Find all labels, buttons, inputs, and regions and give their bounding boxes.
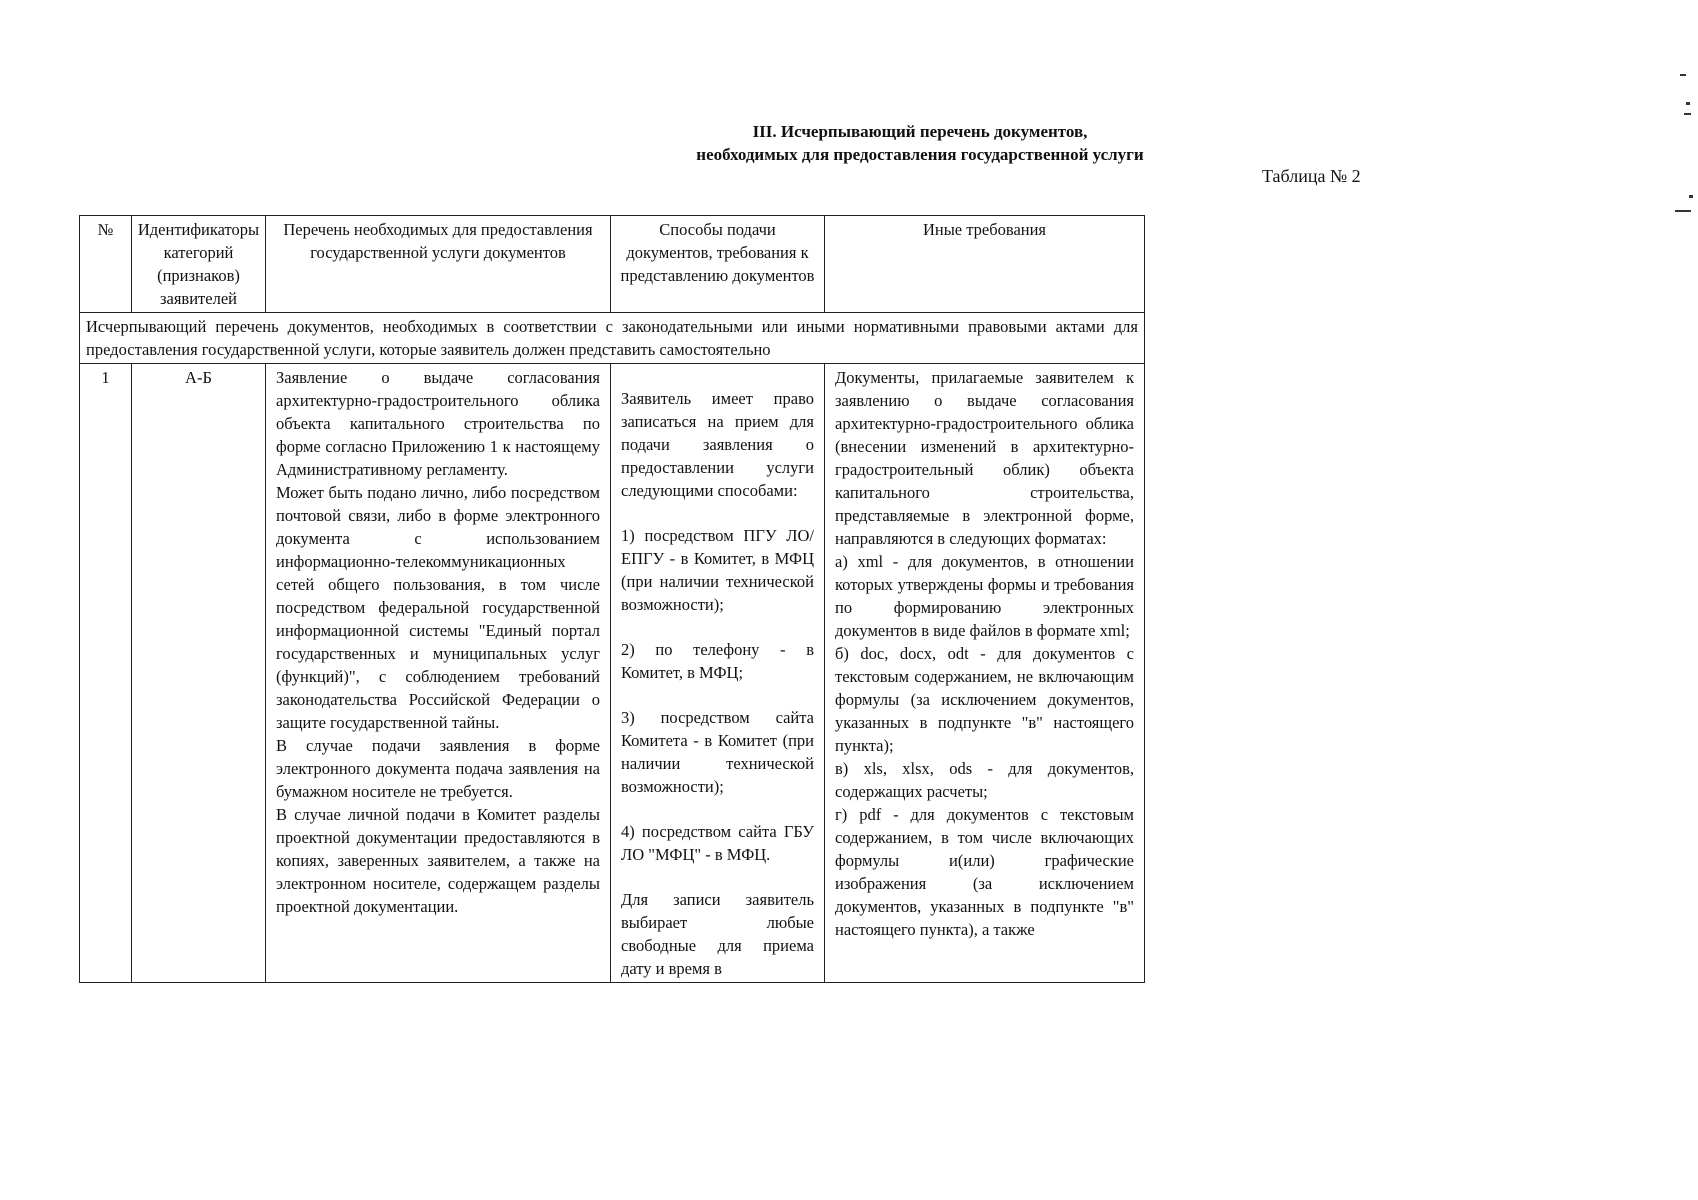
heading-line-1: III. Исчерпывающий перечень документов, (752, 122, 1088, 141)
section-title-row (80, 313, 1145, 364)
scan-artifact (1686, 102, 1690, 105)
header-identifiers: Идентификаторы категорий (признаков) заявителей (132, 216, 266, 313)
table-header-row (80, 216, 1145, 313)
documents-table (79, 215, 1145, 983)
table-number: Таблица № 2 (1262, 166, 1361, 186)
row-identifier: А-Б (132, 364, 266, 983)
documents-paragraph: В случае личной подачи в Комитет разделы проектной документации предоставляются в копиях, заверенных заявителем, а также на электронном носителе, содержащем разделы проектной документации. (276, 805, 600, 916)
scan-artifact (1689, 195, 1693, 198)
methods-paragraph: Заявитель имеет право записаться на прием для подачи заявления о предоставлении услуги следующими способами: (621, 389, 814, 500)
row-documents (266, 364, 611, 983)
table-row (80, 364, 1145, 983)
row-methods (611, 364, 825, 983)
row-requirements (825, 364, 1145, 983)
documents-paragraph: В случае подачи заявления в форме электронного документа подача заявления на бумажном носителе не требуется. (276, 736, 600, 801)
methods-paragraph: 1) посредством ПГУ ЛО/ЕПГУ - в Комитет, в МФЦ (при наличии технической возможности); (621, 526, 814, 614)
requirements-paragraph: г) pdf - для документов с текстовым содержанием, в том числе включающих формулы и(или) графические изображения (за исключением документов, указанных в подпункте "в" настоящего пункта), а также (835, 805, 1134, 939)
heading-line-2: необходимых для предоставления государственной услуги (696, 145, 1144, 164)
requirements-paragraph: в) xls, xlsx, ods - для документов, содержащих расчеты; (835, 759, 1134, 801)
scan-artifact (1680, 74, 1686, 76)
section-heading (640, 120, 1200, 166)
header-documents: Перечень необходимых для предоставления государственной услуги документов (266, 216, 611, 313)
header-methods: Способы подачи документов, требования к представлению документов (611, 216, 825, 313)
scan-artifact (1684, 113, 1691, 115)
documents-paragraph: Может быть подано лично, либо посредством почтовой связи, либо в форме электронного документа с использованием информационно-телекоммуникационных сетей общего пользования, в том числе посредством федеральной государственной информационной системы "Единый портал государственных и муниципальных услуг (функций)", с соблюдением требований законодательства Российской Федерации о защите государственной тайны. (276, 483, 600, 732)
methods-paragraph: 4) посредством сайта ГБУ ЛО "МФЦ" - в МФЦ. (621, 822, 814, 864)
documents-paragraph: Заявление о выдаче согласования архитектурно-градостроительного облика объекта капитального строительства по форме согласно Приложению 1 к настоящему Административному регламенту. (276, 368, 600, 479)
row-number: 1 (80, 364, 132, 983)
requirements-paragraph: а) xml - для документов, в отношении которых утверждены формы и требования по формированию электронных документов в виде файлов в формате xml; (835, 552, 1134, 640)
methods-paragraph: 3) посредством сайта Комитета - в Комитет (при наличии технической возможности); (621, 708, 814, 796)
requirements-paragraph: б) doc, docx, odt - для документов с текстовым содержанием, не включающим формулы (за исключением документов, указанных в подпункте "в" настоящего пункта); (835, 644, 1134, 755)
header-number: № (80, 216, 132, 313)
methods-paragraph: 2) по телефону - в Комитет, в МФЦ; (621, 640, 814, 682)
methods-paragraph: Для записи заявитель выбирает любые свободные для приема дату и время в (621, 890, 814, 978)
scan-artifact (1675, 210, 1691, 212)
requirements-paragraph: Документы, прилагаемые заявителем к заявлению о выдаче согласования архитектурно-градостроительного облика (внесении изменений в архитектурно-градостроительный облик) объекта капитального строительства, представляемые в электронной форме, направляются в следующих форматах: (835, 368, 1134, 548)
header-requirements: Иные требования (825, 216, 1145, 313)
section-title: Исчерпывающий перечень документов, необходимых в соответствии с законодательными или иными нормативными правовыми актами для предоставления государственной услуги, которые заявитель должен представить самостоятельно (80, 313, 1145, 364)
